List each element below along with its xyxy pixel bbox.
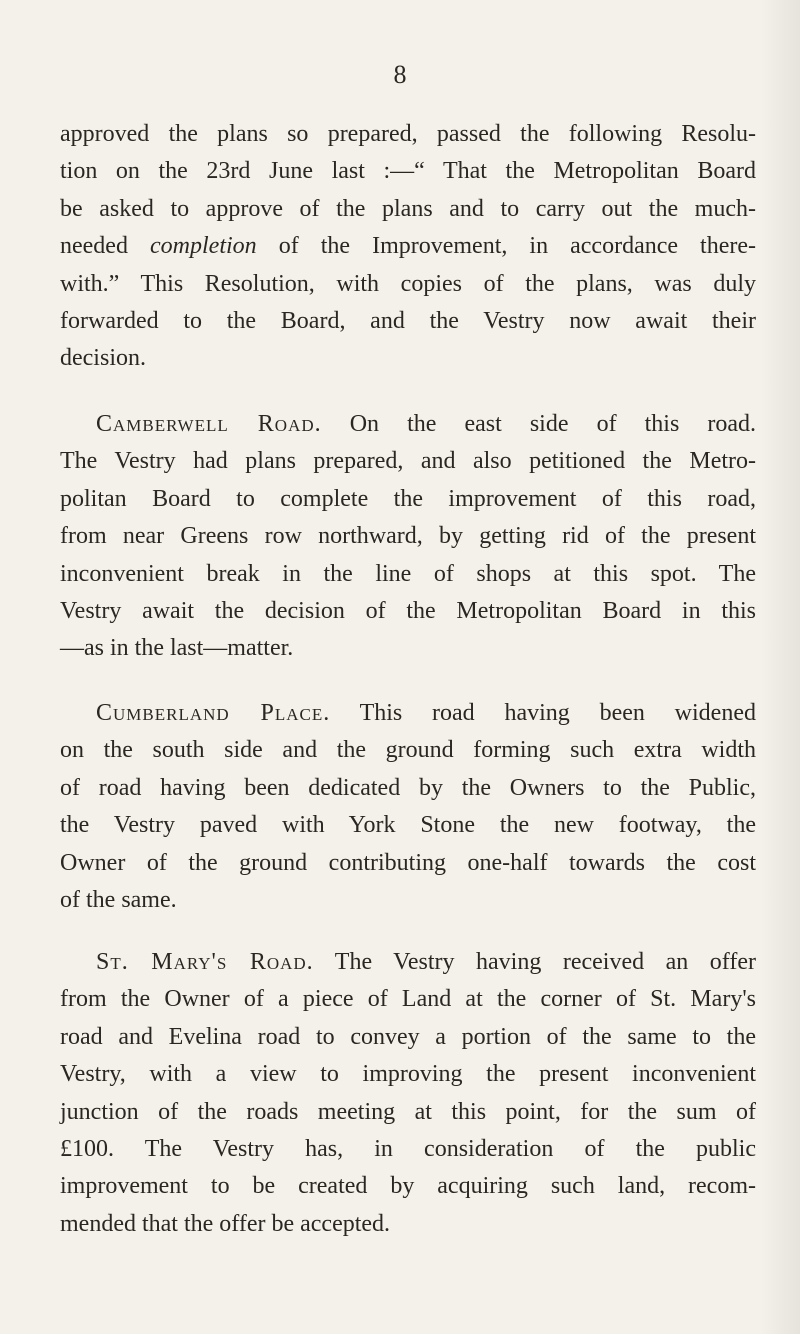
text-line: with.” This Resolution, with copies of the plans, was duly bbox=[60, 270, 756, 297]
paragraph-plans-approved bbox=[60, 116, 756, 378]
italic-word: completion bbox=[150, 233, 257, 260]
text-fragment: of the Improvement, in accordance there- bbox=[278, 233, 757, 260]
page-edge-shadow bbox=[760, 0, 800, 1334]
text-line bbox=[60, 695, 756, 732]
text-line: of the same. bbox=[60, 887, 177, 914]
text-line: The Vestry had plans prepared, and also petitioned the Metro- bbox=[60, 448, 756, 475]
text-line: from the Owner of a piece of Land at the corner of St. Mary's bbox=[60, 986, 756, 1013]
text-line: approved the plans so prepared, passed the following Resolu- bbox=[60, 121, 756, 147]
page-number: 8 bbox=[393, 60, 407, 89]
text-line: forwarded to the Board, and the Vestry now await their bbox=[60, 308, 756, 335]
text-line bbox=[60, 944, 756, 981]
text-line: politan Board to complete the improvement of this road, bbox=[60, 485, 756, 512]
section-heading: Camberwell Road. bbox=[96, 411, 322, 437]
section-heading: Cumberland Place. bbox=[96, 700, 331, 726]
paragraph-st-marys-road bbox=[60, 944, 756, 1243]
text-line bbox=[60, 406, 756, 443]
text-line: tion on the 23rd June last :—“ That the Metropolitan Board bbox=[60, 158, 756, 185]
text-line: be asked to approve of the plans and to carry out the much- bbox=[60, 195, 756, 222]
text-line: from near Greens row northward, by getting rid of the present bbox=[60, 523, 756, 550]
text-line: Owner of the ground contributing one-half towards the cost bbox=[60, 849, 756, 876]
text-line: improvement to be created by acquiring such land, recom- bbox=[60, 1173, 756, 1200]
text-line: £100. The Vestry has, in consideration of the public bbox=[60, 1136, 756, 1163]
text-line: junction of the roads meeting at this point, for the sum of bbox=[60, 1098, 756, 1125]
text-line: on the south side and the ground forming such extra width bbox=[60, 737, 756, 764]
section-heading: St. Mary's Road. bbox=[96, 949, 314, 975]
paragraph-cumberland-place bbox=[60, 695, 756, 919]
text-fragment: On the east side of this road. bbox=[349, 411, 756, 437]
text-line: road and Evelina road to convey a portion of the same to the bbox=[60, 1023, 756, 1050]
text-line: Vestry await the decision of the Metropolitan Board in this bbox=[60, 598, 756, 625]
text-line: Vestry, with a view to improving the present inconvenient bbox=[60, 1061, 756, 1088]
text-line bbox=[60, 228, 756, 265]
text-fragment: This road having been widened bbox=[359, 700, 756, 726]
text-line: decision. bbox=[60, 345, 146, 372]
paragraph-camberwell-road bbox=[60, 406, 756, 668]
text-line: mended that the offer be accepted. bbox=[60, 1210, 391, 1237]
text-line: of road having been dedicated by the Owners to the Public, bbox=[60, 774, 756, 801]
text-fragment: needed bbox=[60, 233, 128, 260]
text-fragment: The Vestry having received an offer bbox=[334, 949, 756, 975]
text-line: the Vestry paved with York Stone the new footway, the bbox=[60, 812, 756, 839]
text-line: —as in the last—matter. bbox=[60, 635, 294, 662]
text-line: inconvenient break in the line of shops at this spot. The bbox=[60, 560, 756, 587]
